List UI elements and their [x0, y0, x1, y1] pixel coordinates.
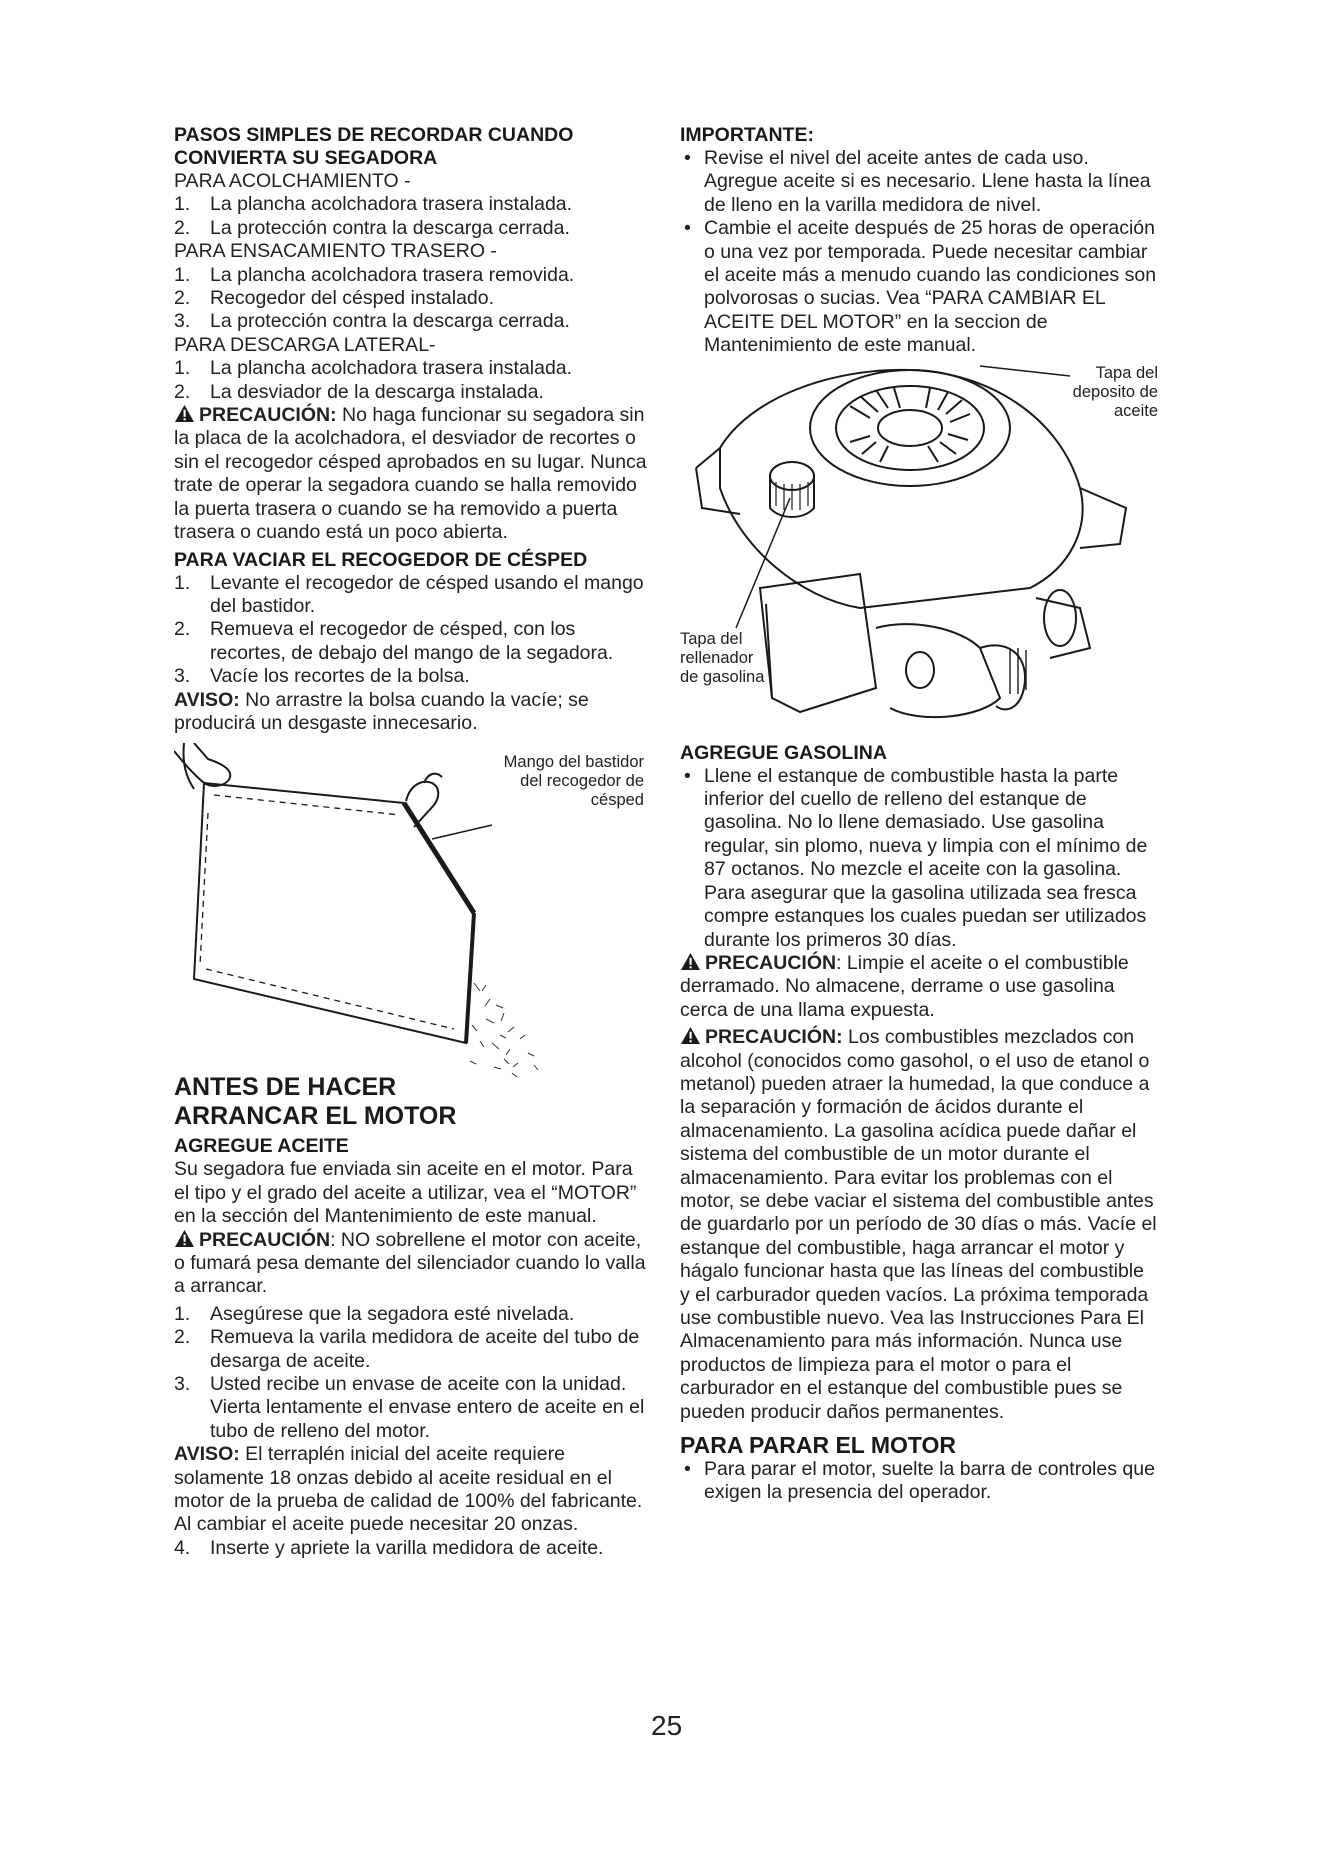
notice-paragraph: [174, 1443, 650, 1537]
page-number: 25: [651, 1710, 683, 1741]
mulch-label: PARA ACOLCHAMIENTO -: [174, 170, 411, 192]
caution-paragraph: [174, 404, 650, 544]
oil-steps-list: [174, 1303, 650, 1443]
caution-text: : Limpie el aceite o el combustible derramado. No almacene, derrame o use gasolina cerca de una llama expuesta.: [680, 951, 1129, 1021]
mulch-list: [174, 193, 650, 240]
caution-label: PRECAUCIÓN: [705, 951, 837, 974]
add-oil-text: Su segadora fue enviada sin aceite en el motor. Para el tipo y el grado del aceite a utilizar, vea el “MOTOR” en la sección del Mantenimiento de este manual.: [174, 1158, 637, 1228]
before-start-title-line-1: ANTES DE HACER: [174, 1073, 397, 1102]
notice-text: El terraplén inicial del aceite requiere solamente 18 onzas debido al aceite residual en el motor de la prueba de calidad de 100% del fabricante. Al cambiar el aceite puede necesitar 20 onzas.: [174, 1443, 643, 1536]
caution-label: PRECAUCIÓN: [199, 1228, 331, 1251]
list-item: 2. La desviador de la descarga instalada.: [174, 380, 544, 403]
caution-paragraph: [680, 952, 1158, 1022]
oil-cap-callout: Tapa del deposito de aceite: [1072, 363, 1158, 420]
empty-bag-list: [174, 572, 650, 689]
engine-figure: [680, 358, 1158, 734]
list-item: 1. La plancha acolchadora trasera instalada.: [174, 193, 573, 216]
left-column: [174, 124, 650, 1560]
list-item: 3. Vacíe los recortes de la bolsa.: [174, 665, 470, 688]
list-item: 3. Usted recibe un envase de aceite con la unidad. Vierta lentamente el envase entero de aceite en el tubo de relleno del motor.: [174, 1373, 645, 1442]
steps-title: PASOS SIMPLES DE RECORDAR CUANDO CONVIERTA SU SEGADORA: [174, 124, 574, 169]
list-item: • Revise el nivel del aceite antes de cada uso. Agregue aceite si es necesario. Llene hasta la línea de lleno en la varilla medidora de nivel.: [684, 147, 1151, 216]
bag-list: [174, 264, 650, 334]
list-item: 2. Remueva el recogedor de césped, con los recortes, de debajo del mango de la segadora.: [174, 618, 614, 664]
caution-paragraph: [680, 1026, 1158, 1424]
right-column: [680, 124, 1158, 1505]
bag-handle-callout: Mango del bastidor del recogedor de césped: [503, 753, 644, 810]
notice-label: AVISO:: [174, 1443, 240, 1466]
list-item: 2. Recogedor del césped instalado.: [174, 287, 495, 310]
list-item: • Cambie el aceite después de 25 horas de operación o una vez por temporada. Puede necesitar cambiar el aceite más a menudo cuando las condiciones son polvorosas o sucias. Vea “PARA CAMBIAR EL ACEITE DEL MOTOR” en la seccion de Mantenimiento de este manual.: [684, 217, 1157, 357]
list-item: 3. La protección contra la descarga cerrada.: [174, 310, 570, 333]
oil-steps-list-continued: [174, 1537, 650, 1560]
list-item: 1. La plancha acolchadora trasera instalada.: [174, 357, 573, 380]
important-list: [680, 147, 1158, 358]
caution-text: Los combustibles mezclados con alcohol (conocidos como gasohol, o el uso de etanol o metanol) pueden atraer la humedad, la que conduce a la separación y formación de ácidos durante el almacenamiento. La gasolina acídica puede dañar el sistema del combustible de un motor durante el almacenamiento. Para evitar los problemas con el motor, se debe vaciar el sistema del combustible antes de guardarlo por un período de 30 días o más. Vacíe el estanque del combustible, haga arrancar el motor y hágalo funcionar hasta que las líneas del combustible y el carburador queden vacíos. La próxima temporada use combustible nuevo. Vea las Instrucciones Para El Almacenamiento para más información. Nunca use productos de limpieza para el motor o para el carburador en el estanque del combustible pues se pueden producir daños permanentes.: [680, 1026, 1157, 1423]
warning-triangle-icon: [680, 952, 701, 971]
list-item: 4. Inserte y apriete la varilla medidora de aceite.: [174, 1536, 604, 1559]
notice-label: AVISO:: [174, 688, 240, 711]
list-item: 2. Remueva la varila medidora de aceite del tubo de desarga de aceite.: [174, 1326, 640, 1372]
side-list: [174, 357, 650, 404]
bag-label: PARA ENSACAMIENTO TRASERO -: [174, 240, 497, 263]
add-oil-title: AGREGUE ACEITE: [174, 1135, 349, 1158]
warning-triangle-icon: [174, 404, 195, 423]
warning-triangle-icon: [174, 1229, 195, 1248]
important-title: IMPORTANTE:: [680, 124, 814, 146]
notice-text: No arrastre la bolsa cuando la vacíe; se producirá un desgaste innecesario.: [174, 688, 589, 734]
list-item: 1. La plancha acolchadora trasera removida.: [174, 263, 575, 286]
notice-paragraph: [174, 689, 650, 736]
caution-label: PRECAUCIÓN:: [199, 404, 337, 427]
list-item: • Para parar el motor, suelte la barra de controles que exigen la presencia del operador.: [684, 1458, 1155, 1504]
add-gas-title: AGREGUE GASOLINA: [680, 741, 887, 764]
list-item: 1. Levante el recogedor de césped usando el mango del bastidor.: [174, 571, 644, 617]
grass-bag-figure: [174, 743, 650, 1103]
stop-engine-title: PARA PARAR EL MOTOR: [680, 1432, 957, 1459]
empty-bag-title: PARA VACIAR EL RECOGEDOR DE CÉSPED: [174, 548, 588, 571]
caution-text: No haga funcionar su segadora sin la placa de la acolchadora, el desviador de recortes o sin el recogedor césped aprobados en su lugar. Nunca trate de operar la segadora cuando se halla removido la puerta trasera o cuando se ha removido a puerta trasera o cuando está un poco abierta.: [174, 404, 647, 544]
gas-cap-callout: Tapa del rellenador de gasolina: [680, 629, 765, 686]
warning-triangle-icon: [680, 1026, 701, 1045]
caution-paragraph: [174, 1229, 650, 1299]
side-label: PARA DESCARGA LATERAL-: [174, 333, 436, 356]
caution-label: PRECAUCIÓN:: [705, 1026, 843, 1049]
list-item: • Llene el estanque de combustible hasta la parte inferior del cuello de relleno del estanque de gasolina. No lo llene demasiado. Use gasolina regular, sin plomo, nueva y limpia con el mínimo de 87 octanos. No mezcle el aceite con la gasolina. Para asegurar que la gasolina utilizada sea fresca compre estanques los cuales puedan ser utilizados durante los primeros 30 días.: [684, 764, 1148, 951]
list-item: 2. La protección contra la descarga cerrada.: [174, 216, 570, 239]
stop-engine-list: [680, 1458, 1158, 1505]
before-start-title-line-2: ARRANCAR EL MOTOR: [174, 1102, 457, 1131]
list-item: 1. Asegúrese que la segadora esté nivelada.: [174, 1302, 575, 1325]
caution-text: : NO sobrellene el motor con aceite, o fumará pesa demante del silenciador cuando lo valla a arrancar.: [174, 1228, 646, 1298]
add-gas-list: [680, 765, 1158, 952]
